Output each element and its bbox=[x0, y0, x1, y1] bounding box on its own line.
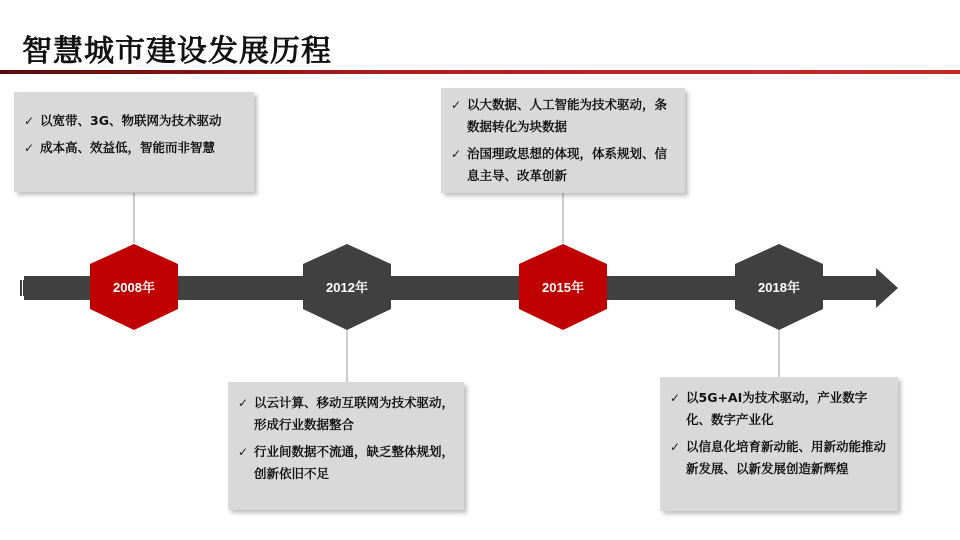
milestone-year-2018: 2018年 bbox=[758, 280, 800, 295]
list-item: ✓ 成本高、效益低，智能而非智慧 bbox=[24, 137, 246, 159]
check-icon: ✓ bbox=[451, 147, 462, 161]
page-title: 智慧城市建设发展历程 bbox=[22, 34, 332, 69]
list-item: ✓ 以大数据、人工智能为技术驱动，条数据转化为块数据 bbox=[451, 94, 677, 138]
milestone-card-2008 bbox=[14, 92, 254, 192]
check-icon: ✓ bbox=[24, 114, 35, 128]
list-item: ✓ 以5G+AI为技术驱动，产业数字化、数字产业化 bbox=[670, 387, 890, 431]
list-item: ✓ 行业间数据不流通，缺乏整体规划，创新依旧不足 bbox=[238, 441, 456, 485]
check-icon: ✓ bbox=[670, 391, 681, 405]
milestone-card-2012 bbox=[228, 382, 464, 510]
list-item: ✓ 以云计算、移动互联网为技术驱动，形成行业数据整合 bbox=[238, 392, 456, 436]
milestone-year-2008: 2008年 bbox=[113, 280, 155, 295]
check-icon: ✓ bbox=[24, 141, 35, 155]
check-icon: ✓ bbox=[451, 98, 462, 112]
milestone-year-2012: 2012年 bbox=[326, 280, 368, 295]
check-icon: ✓ bbox=[670, 440, 681, 454]
milestone-year-2015: 2015年 bbox=[542, 280, 584, 295]
list-item: ✓ 以信息化培育新动能、用新动能推动新发展、以新发展创造新辉煌 bbox=[670, 436, 890, 480]
check-icon: ✓ bbox=[238, 445, 249, 459]
check-icon: ✓ bbox=[238, 396, 249, 410]
milestone-card-2015 bbox=[441, 88, 685, 193]
list-item: ✓ 治国理政思想的体现，体系规划、信息主导、改革创新 bbox=[451, 143, 677, 187]
milestone-card-2018 bbox=[660, 377, 898, 511]
list-item: ✓ 以宽带、3G、物联网为技术驱动 bbox=[24, 110, 246, 132]
